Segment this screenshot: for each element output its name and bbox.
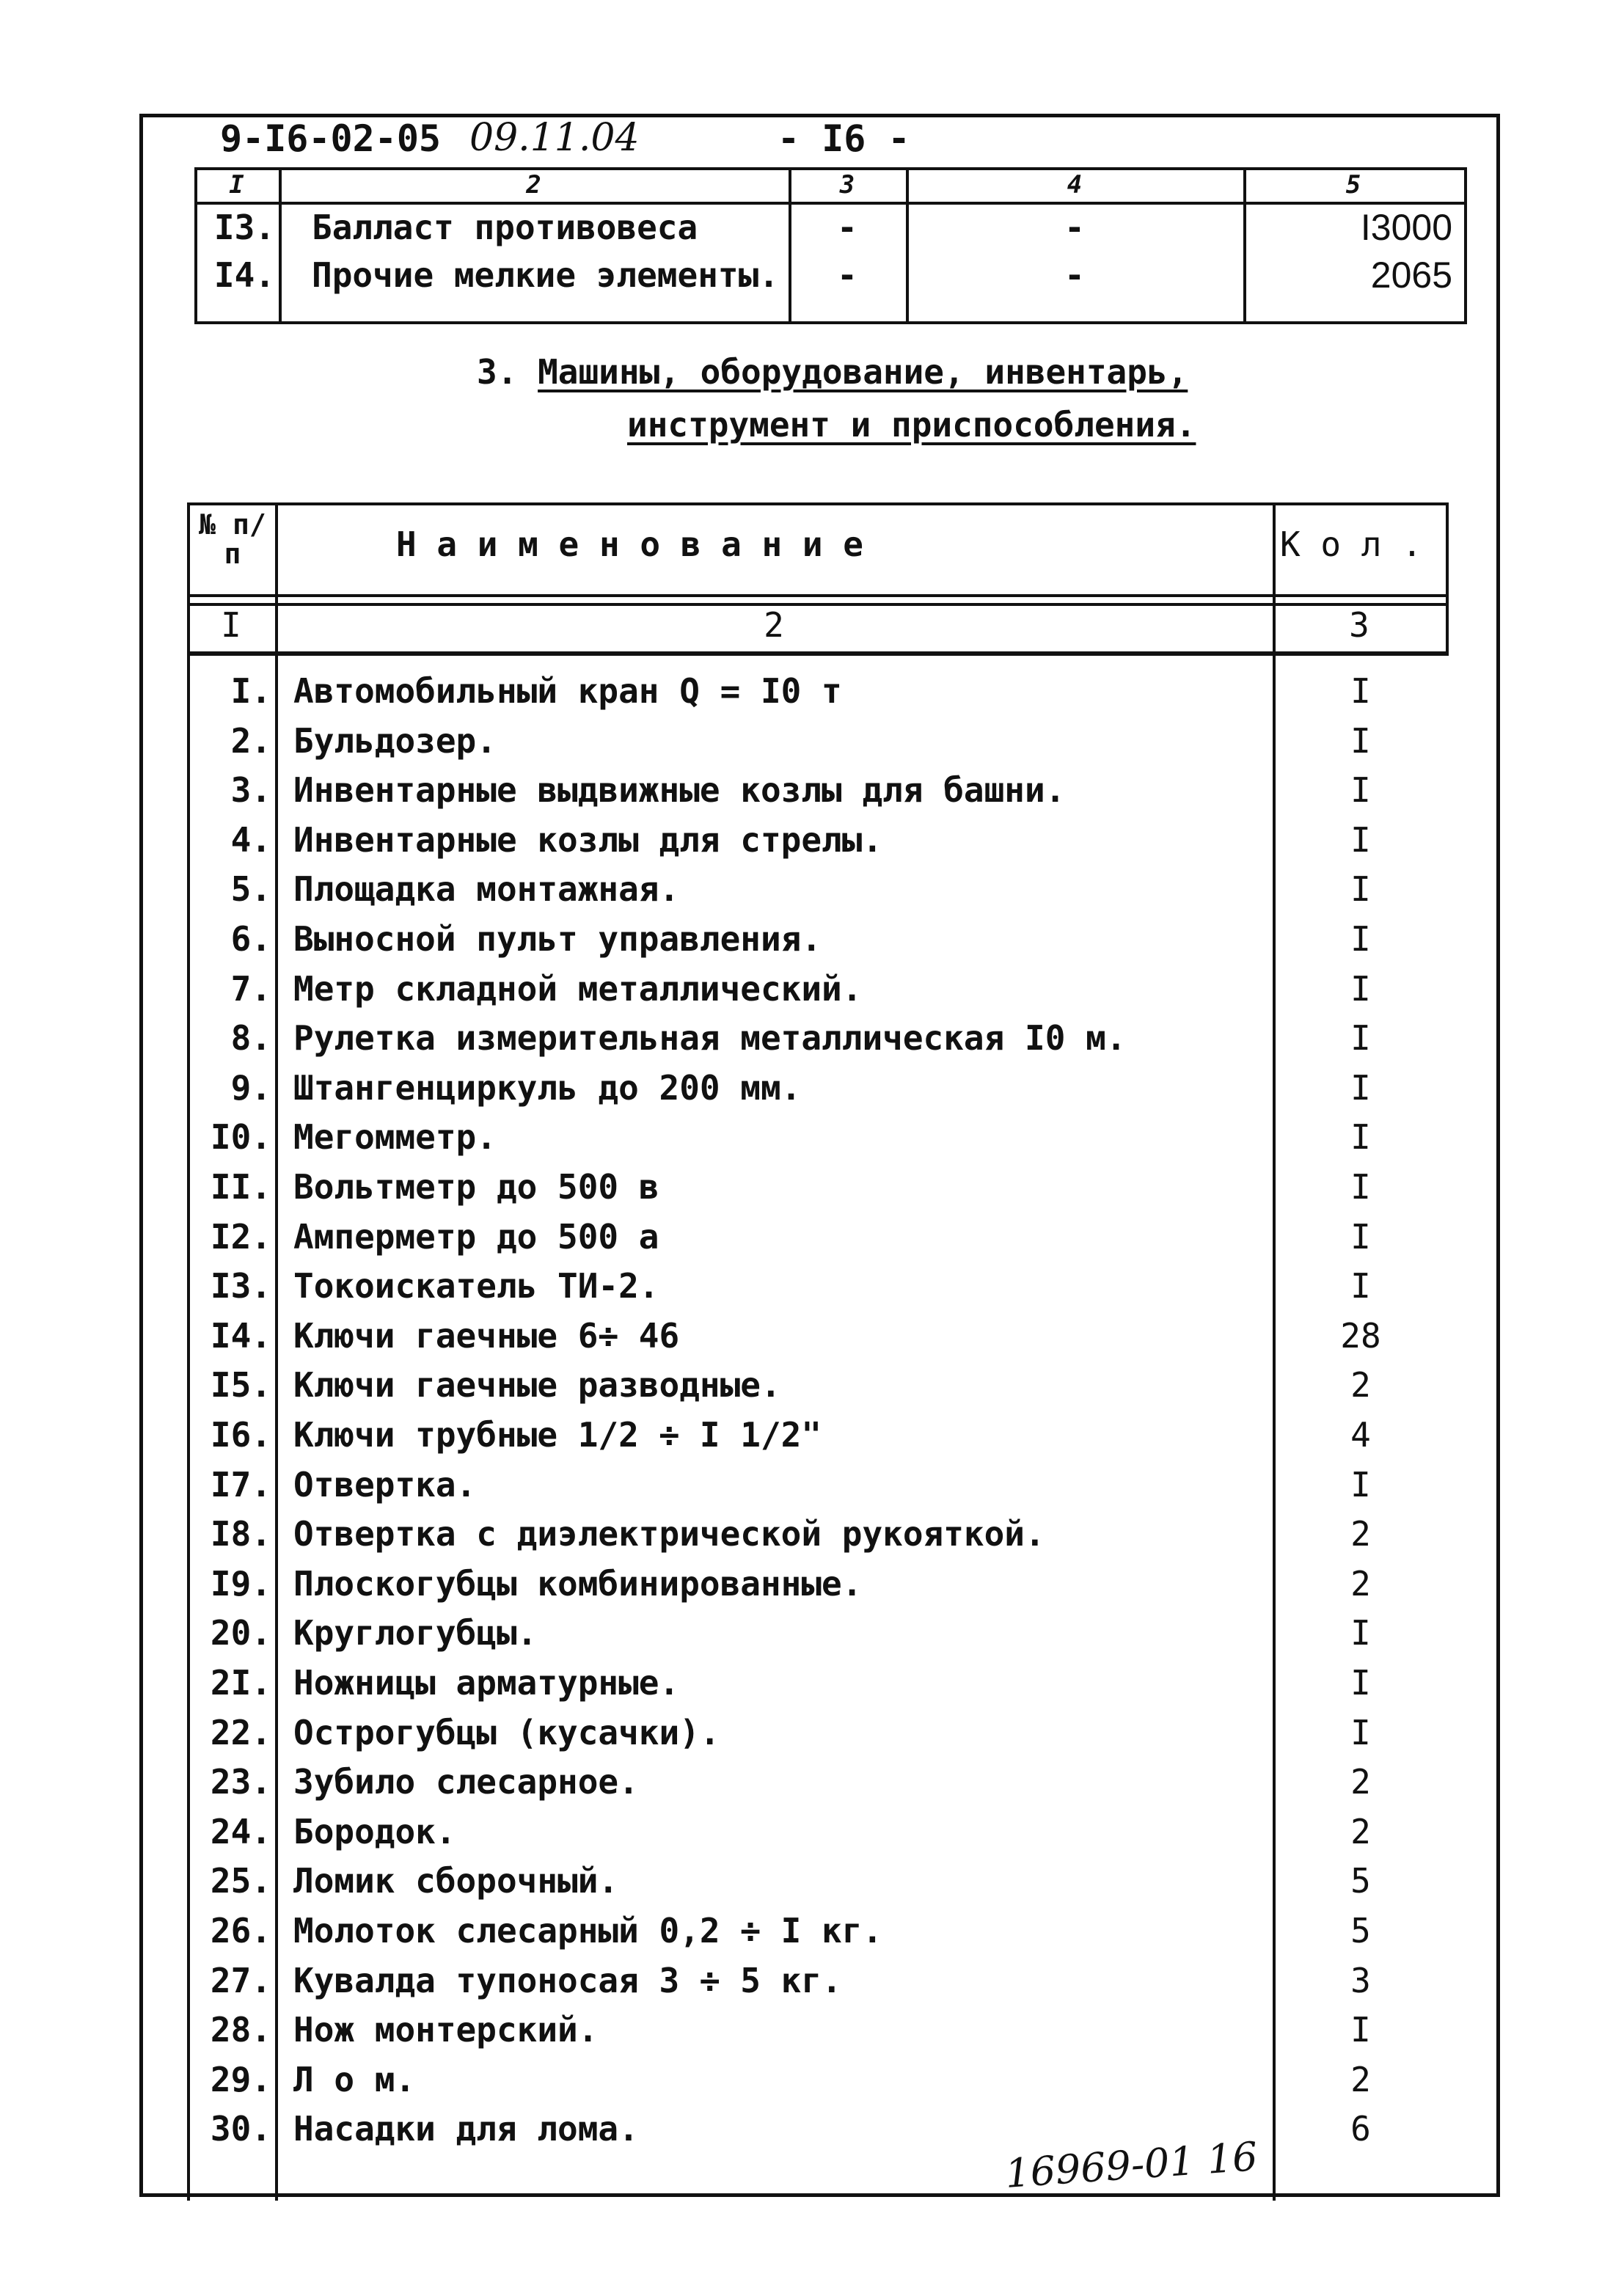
row-name: Отвертка с диэлектрической рукояткой. — [293, 1514, 1045, 1554]
row-quantity: 2 — [1350, 1564, 1371, 1604]
row-name: Ломик сборочный. — [293, 1861, 619, 1901]
row-name: Мегомметр. — [293, 1117, 497, 1157]
col-number-2: 2 — [764, 605, 784, 645]
row-name: Площадка монтажная. — [293, 869, 680, 909]
row-c4: - — [1064, 255, 1085, 295]
row-number: 25. — [210, 1861, 271, 1901]
row-quantity: I — [1350, 721, 1371, 761]
section-title-line2: инструмент и приспособления. — [627, 405, 1196, 445]
col-number-1: I — [221, 605, 241, 645]
row-quantity: I — [1350, 1266, 1371, 1306]
row-quantity: 3 — [1350, 1961, 1371, 2000]
row-quantity: I — [1350, 969, 1371, 1009]
row-number: 28. — [210, 2010, 271, 2050]
row-number: 29. — [210, 2060, 271, 2099]
doc-code: 9-I6-02-05 — [220, 117, 442, 160]
row-name: Амперметр до 500 а — [293, 1217, 659, 1257]
row-c3: - — [837, 255, 857, 295]
row-number: I3. — [213, 208, 275, 247]
row-number: I7. — [210, 1465, 271, 1505]
row-name: Острогубцы (кусачки). — [293, 1713, 720, 1752]
row-quantity: I — [1350, 1613, 1371, 1653]
header-name: Н а и м е н о в а н и е — [396, 524, 863, 564]
row-quantity: I — [1350, 1018, 1371, 1058]
section-number: 3. — [477, 352, 518, 392]
row-quantity: I — [1350, 1465, 1371, 1505]
row-quantity: 2 — [1350, 1812, 1371, 1851]
row-number: 3. — [230, 770, 271, 810]
row-name: Метр складной металлический. — [293, 969, 863, 1009]
row-name: Зубило слесарное. — [293, 1762, 639, 1802]
row-number: I9. — [210, 1564, 271, 1604]
row-name: Круглогубцы. — [293, 1613, 538, 1653]
row-number: I4. — [213, 255, 275, 295]
col-number-3: 3 — [1349, 605, 1369, 645]
row-number: I2. — [210, 1217, 271, 1257]
row-name: Нож монтерский. — [293, 2010, 599, 2050]
top-col-4: 4 — [1067, 170, 1083, 200]
row-quantity: 6 — [1350, 2109, 1371, 2149]
row-name: Л о м. — [293, 2060, 416, 2099]
row-quantity: I — [1350, 1068, 1371, 1108]
row-name: Плоскогубцы комбинированные. — [293, 1564, 863, 1604]
row-quantity: 2 — [1350, 1514, 1371, 1554]
row-number: I4. — [210, 1316, 271, 1356]
row-name: Вольтметр до 500 в — [293, 1167, 659, 1207]
row-name: Штангенциркуль до 200 мм. — [293, 1068, 802, 1108]
row-quantity: I — [1350, 869, 1371, 909]
section-heading-line1 — [477, 352, 1188, 392]
row-quantity: I — [1350, 671, 1371, 711]
row-name: Ключи трубные 1/2 ÷ I 1/2" — [293, 1415, 822, 1455]
row-c5: 2065 — [1370, 255, 1452, 296]
row-number: 30. — [210, 2109, 271, 2149]
row-quantity: 5 — [1350, 1861, 1371, 1901]
row-name: Инвентарные выдвижные козлы для башни. — [293, 770, 1066, 810]
row-number: 2I. — [210, 1663, 271, 1703]
row-name: Бородок. — [293, 1812, 456, 1851]
row-quantity: 2 — [1350, 2060, 1371, 2099]
row-quantity: 4 — [1350, 1415, 1371, 1455]
top-col-3: 3 — [839, 170, 855, 200]
page-number: - I6 - — [778, 117, 910, 160]
header-qty: К о л . — [1280, 524, 1422, 564]
section-heading-line2 — [627, 405, 1196, 445]
row-name: Выносной пульт управления. — [293, 919, 822, 959]
row-name: Молоток слесарный 0,2 ÷ I кг. — [293, 1911, 883, 1950]
row-name: Прочие мелкие элементы. — [312, 255, 779, 295]
row-name: Балласт противовеса — [312, 208, 698, 247]
row-number: 27. — [210, 1961, 271, 2000]
row-quantity: I — [1350, 1167, 1371, 1207]
row-name: Токоискатель ТИ-2. — [293, 1266, 659, 1306]
row-name: Инвентарные козлы для стрелы. — [293, 820, 883, 860]
header-number: № п/п — [199, 508, 266, 570]
row-c4: - — [1064, 208, 1085, 247]
row-quantity: 28 — [1340, 1316, 1381, 1356]
row-quantity: I — [1350, 1713, 1371, 1752]
row-quantity: I — [1350, 919, 1371, 959]
row-quantity: I — [1350, 1663, 1371, 1703]
row-number: I5. — [210, 1365, 271, 1405]
row-name: Автомобильный кран Q = I0 т — [293, 671, 842, 711]
row-number: 6. — [230, 919, 271, 959]
row-number: I3. — [210, 1266, 271, 1306]
row-number: I. — [230, 671, 271, 711]
row-number: I8. — [210, 1514, 271, 1554]
row-quantity: 5 — [1350, 1911, 1371, 1950]
row-number: 20. — [210, 1613, 271, 1653]
row-name: Насадки для лома. — [293, 2109, 639, 2149]
row-name: Ключи гаечные 6÷ 46 — [293, 1316, 680, 1356]
row-c5: I3000 — [1360, 207, 1452, 248]
row-quantity: I — [1350, 770, 1371, 810]
row-quantity: 2 — [1350, 1762, 1371, 1802]
handwritten-date: 09.11.04 — [469, 116, 640, 160]
row-number: I6. — [210, 1415, 271, 1455]
top-col-5: 5 — [1345, 170, 1361, 200]
row-number: 26. — [210, 1911, 271, 1950]
row-number: 4. — [230, 820, 271, 860]
row-number: 2. — [230, 721, 271, 761]
section-title-line1: Машины, оборудование, инвентарь, — [538, 352, 1188, 392]
row-number: 22. — [210, 1713, 271, 1752]
row-quantity: I — [1350, 2010, 1371, 2050]
row-number: 5. — [230, 869, 271, 909]
row-number: 23. — [210, 1762, 271, 1802]
top-col-1: I — [229, 170, 244, 200]
top-col-2: 2 — [526, 170, 541, 200]
row-quantity: 2 — [1350, 1365, 1371, 1405]
row-name: Ключи гаечные разводные. — [293, 1365, 781, 1405]
row-quantity: I — [1350, 820, 1371, 860]
handwritten-archive-number: 16969-01 16 — [1003, 2133, 1259, 2197]
row-name: Ножницы арматурные. — [293, 1663, 680, 1703]
row-number: II. — [210, 1167, 271, 1207]
row-name: Бульдозер. — [293, 721, 497, 761]
row-name: Отвертка. — [293, 1465, 477, 1505]
row-number: 7. — [230, 969, 271, 1009]
row-number: 8. — [230, 1018, 271, 1058]
row-number: I0. — [210, 1117, 271, 1157]
row-c3: - — [837, 208, 857, 247]
row-number: 24. — [210, 1812, 271, 1851]
row-number: 9. — [230, 1068, 271, 1108]
row-quantity: I — [1350, 1217, 1371, 1257]
row-name: Кувалда тупоносая 3 ÷ 5 кг. — [293, 1961, 842, 2000]
row-quantity: I — [1350, 1117, 1371, 1157]
row-name: Рулетка измерительная металлическая I0 м. — [293, 1018, 1127, 1058]
